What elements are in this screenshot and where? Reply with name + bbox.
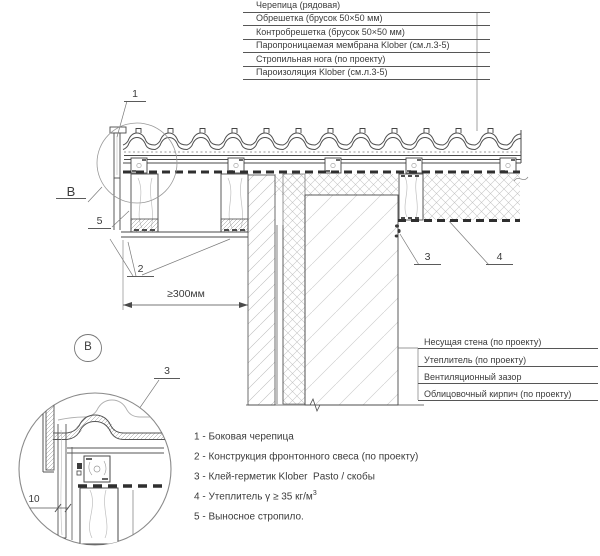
callout-row-membrane — [243, 39, 490, 53]
view-label-B: В — [56, 185, 86, 199]
fascia-dimension-text: 10 — [28, 494, 40, 505]
legend-item-1 — [194, 427, 294, 441]
batten-layer — [123, 130, 521, 163]
wall-insulation-layer — [283, 174, 305, 404]
callout-number-5: 5 — [88, 215, 111, 229]
callout-label: Вентиляционный зазор — [424, 372, 522, 382]
wall-callouts-bracket — [398, 348, 418, 400]
callout-row-batten — [243, 12, 490, 26]
detail-marker-letter: В — [84, 341, 92, 353]
callout-row-bearing-wall — [418, 335, 598, 349]
legend-text: 5 - Выносное стропило. — [194, 511, 304, 523]
callout-label: Облицовочный кирпич (по проекту) — [424, 389, 572, 399]
overhang-dimension-text: ≥300мм — [167, 288, 205, 300]
callout-number-4: 4 — [486, 251, 513, 265]
callout-number-1: 1 — [124, 88, 146, 102]
outrigger-rafters — [131, 174, 248, 232]
callout-number-2: 2 — [127, 263, 154, 277]
callout-row-vent-gap — [418, 370, 598, 384]
detail-callout-number-3: 3 — [154, 365, 180, 379]
legend-item-3 — [194, 467, 375, 481]
detail-view — [19, 393, 171, 545]
ventilation-gap-layer — [277, 225, 283, 404]
callout-row-counter-batten — [243, 26, 490, 40]
interior-rafter — [399, 174, 423, 220]
legend-item-5 — [194, 507, 304, 521]
verge-fascia-board — [110, 127, 126, 230]
legend-item-2 — [194, 447, 418, 461]
callout-label: Несущая стена (по проекту) — [424, 337, 542, 347]
brick-veneer-layer — [248, 175, 275, 405]
callout-label: Обрешетка (брусок 50×50 мм) — [256, 13, 383, 23]
callout-label: Контробрешетка (брусок 50×50 мм) — [256, 26, 405, 37]
tile-clips — [136, 129, 493, 134]
load-bearing-wall — [305, 195, 398, 405]
callout-row-insulation — [418, 353, 598, 367]
legend-sup: 3 — [312, 490, 317, 497]
callout-label: Утеплитель (по проекту) — [424, 355, 527, 365]
callout-label: Черепица (рядовая) — [256, 0, 341, 10]
callout-row-facing-brick — [418, 387, 598, 401]
callout-label: Пароизоляция Klober (см.л.3-5) — [256, 67, 388, 77]
callout-row-vapor-barrier — [243, 66, 490, 80]
overhang-soffit — [121, 232, 248, 237]
legend-text: 4 - Утеплитель γ ≥ 35 кг/м — [194, 491, 313, 503]
callout-row-rafter — [243, 53, 490, 67]
callout-label: Стропильная нога (по проекту) — [256, 53, 386, 64]
legend-item-4 — [194, 487, 317, 501]
legend-text: 3 - Клей-герметик Klober Pasto / скобы — [194, 471, 375, 483]
callout-label: Паропроницаемая мембрана Klober (см.л.3-5) — [256, 40, 450, 50]
callout-number-3: 3 — [414, 251, 441, 265]
roof-tiles — [123, 129, 521, 150]
legend-text: 1 - Боковая черепица — [194, 431, 294, 443]
legend-text: 2 - Конструкция фронтонного свеса (по проекту) — [194, 451, 419, 463]
